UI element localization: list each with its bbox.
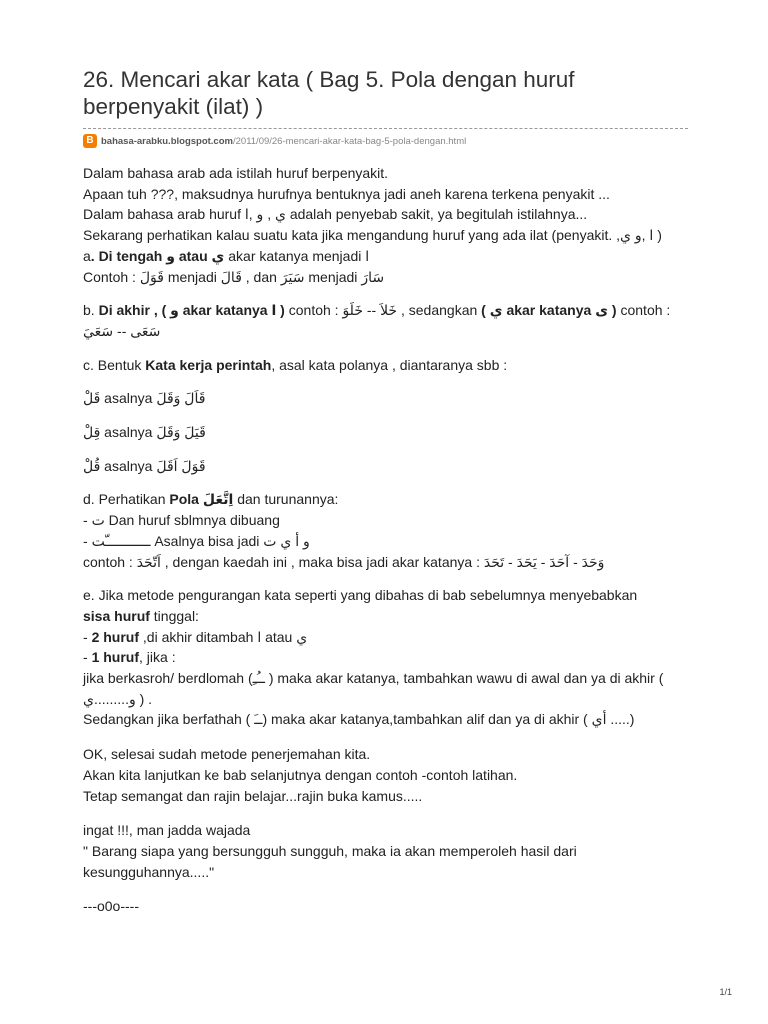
section-d-line-3: contoh : اَتّحَدَ , dengan kaedah ini , maka bisa jadi akar katanya : وَحَدَ - آحَدَ - يَحَدَ - تَحَدَ <box>83 553 605 570</box>
section-c-example-1: قَلْ asalnya قَاَلَ وَقَلَ <box>83 390 206 407</box>
closing-line-1: OK, selesai sudah metode penerjemahan kita. <box>83 746 371 763</box>
closing-line-2: Akan kita lanjutkan ke bab selanjutnya dengan contoh -contoh latihan. <box>83 766 518 783</box>
closing-line-3: Tetap semangat dan rajin belajar...rajin buka kamus..... <box>83 787 423 804</box>
section-d-line-1: - ت Dan huruf sblmnya dibuang <box>83 512 280 529</box>
section-e-line-3: Sedangkan jika berfathah ( ــَ) maka akar katanya,tambahkan alif dan ya di akhir ( أي .....) <box>83 711 635 728</box>
intro-line-4: Sekarang perhatikan kalau suatu kata jika mengandung huruf yang ada ilat (penyakit. ,ا ,و ي ) <box>83 227 662 244</box>
section-e-remaining: sisa huruf tinggal: <box>83 607 199 624</box>
section-c-example-3: قُلْ asalnya قَوَلَ اَقَلَ <box>83 457 206 474</box>
document-page <box>83 66 688 917</box>
section-e-line-2: jika berkasroh/ berdlomah (ــُـِ ) maka akar katanya, tambahkan wawu di awal dan ya di akhir ( و.........ي ) . <box>83 670 664 707</box>
section-d-line-2: - ـــــــــــّت Asalnya bisa jadi و أ ي ت <box>83 532 310 549</box>
section-e-one-letter: - 1 huruf, jika : <box>83 649 176 666</box>
source-path: /2011/09/26-mencari-akar-kata-bag-5-pola-dengan.html <box>232 135 467 147</box>
page-number: 1/1 <box>719 987 732 997</box>
intro-line-2: Apaan tuh ???, maksudnya hurufnya bentuknya jadi aneh karena terkena penyakit ... <box>83 185 610 202</box>
article-body <box>83 163 688 917</box>
source-line <box>83 133 688 149</box>
section-a-example: Contoh : قَوَلَ menjadi قَالَ , dan سَيَرَ menjadi سَارَ <box>83 268 385 285</box>
source-domain: bahasa-arabku.blogspot.com <box>101 135 233 147</box>
section-e-two-letters: - 2 huruf ,di akhir ditambah ا atau ي <box>83 628 308 645</box>
section-b: b. Di akhir , ( و akar katanya ا ) contoh : خَلاَ -- خَلَوَ , sedangkan ( ي akar katanya ى ) contoh : سَعَى -- سَعَيَ <box>83 302 671 339</box>
intro-line-1: Dalam bahasa arab ada istilah huruf berpenyakit. <box>83 165 389 181</box>
section-d: d. Perhatikan Pola اِتَّعَلَ dan turunannya: <box>83 491 339 508</box>
intro-line-3: Dalam bahasa arab huruf ي , و ,ا adalah penyebab sakit, ya begitulah istilahnya... <box>83 206 588 223</box>
blogger-logo-icon: B <box>83 134 97 148</box>
section-a-heading: a. Di tengah و atau ي akar katanya menjadi ا <box>83 247 370 264</box>
page-title: 26. Mencari akar kata ( Bag 5. Pola dengan huruf berpenyakit (ilat) ) <box>83 67 575 119</box>
section-c-example-2: قِلْ asalnya قَيَلَ وَقَلَ <box>83 424 206 441</box>
source-link[interactable] <box>101 136 466 147</box>
end-marker: ---o0o---- <box>83 898 139 915</box>
quote-line-2: " Barang siapa yang bersungguh sungguh, maka ia akan memperoleh hasil dari kesungguhannya....." <box>83 842 577 880</box>
title-divider <box>83 128 688 129</box>
section-c: c. Bentuk Kata kerja perintah, asal kata polanya , diantaranya sbb : <box>83 356 508 373</box>
quote-line-1: ingat !!!, man jadda wajada <box>83 822 251 839</box>
section-e-line-1: e. Jika metode pengurangan kata seperti yang dibahas di bab sebelumnya menyebabkan <box>83 587 638 604</box>
